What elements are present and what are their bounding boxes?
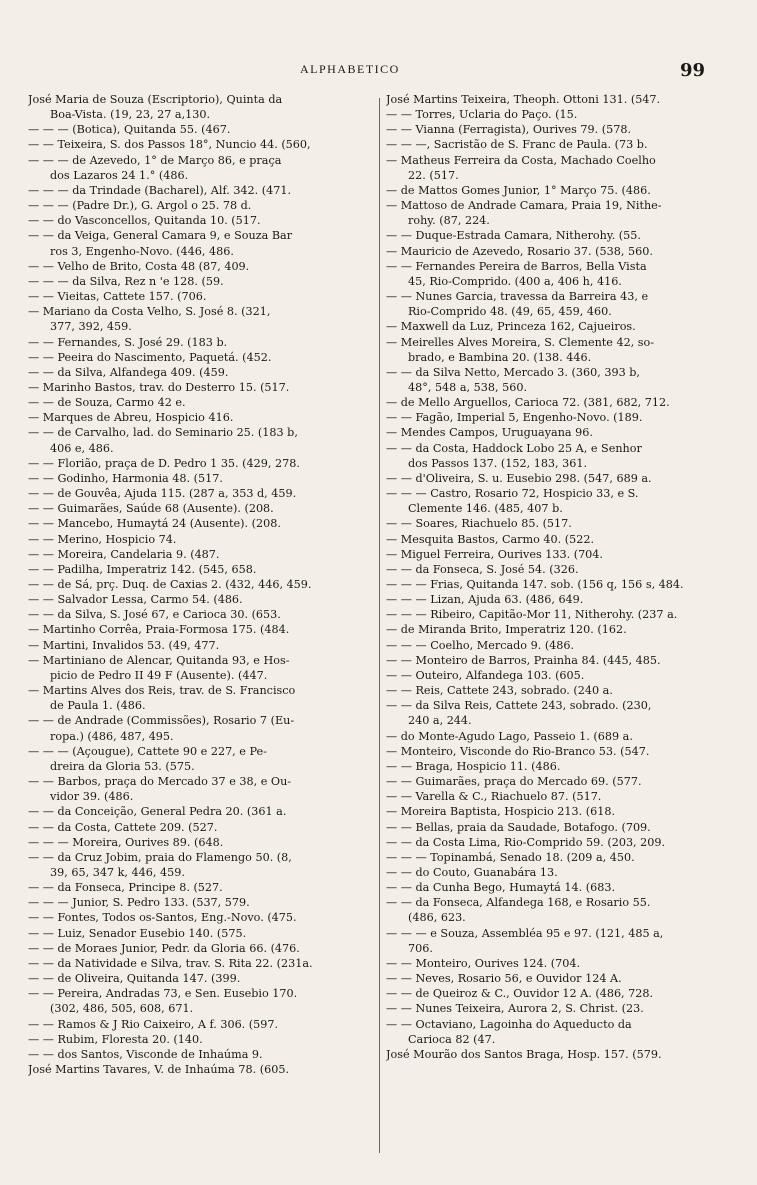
entry-continuation-line: 240 a, 244. [408,714,472,728]
directory-entry-line: — Martinho Corrêa, Praia-Formosa 175. (484. [28,623,290,637]
directory-entry-line: — — de Oliveira, Quitanda 147. (399. [28,972,241,986]
directory-entry-line: — — Teixeira, S. dos Passos 18°, Nuncio 44. (560, [28,138,311,152]
directory-entry-line: — — Varella & C., Riachuelo 87. (517. [386,790,602,804]
directory-entry-line: — Mattoso de Andrade Camara, Praia 19, Nithe- [386,199,662,213]
directory-entry-line: — — Vieitas, Cattete 157. (706. [28,290,207,304]
directory-entry-line: — — da Cunha Bego, Humaytá 14. (683. [386,881,616,895]
directory-entry-line: — — da Costa, Haddock Lobo 25 A, e Senhor [386,441,642,455]
entry-continuation-line: de Paula 1. (486. [50,699,146,713]
directory-entry-line: — — Pereira, Andradas 73, e Sen. Eusebio 170. [28,987,298,1001]
directory-entry-line: — — Duque-Estrada Camara, Nitherohy. (55. [386,229,641,243]
directory-entry-line: — — da Conceição, General Pedra 20. (361 a. [28,805,287,819]
directory-entry-line: — — — (Padre Dr.), G. Argol o 25. 78 d. [28,199,252,213]
directory-entry-line: — — Monteiro de Barros, Prainha 84. (445, 485. [386,653,661,667]
directory-entry-line: — — Vianna (Ferragista), Ourives 79. (578. [386,123,632,137]
entry-continuation-line: 706. [408,941,433,955]
directory-entry-line: — Mauricio de Azevedo, Rosario 37. (538, 560. [386,244,653,258]
directory-entry-line: — Monteiro, Visconde do Rio-Branco 53. (547. [386,744,650,758]
page-header [0,60,757,82]
directory-entry-line: — Maxwell da Luz, Princeza 162, Cajueiros. [386,320,636,334]
directory-entry-line: — — de Carvalho, lad. do Seminario 25. (183 b, [28,426,298,440]
directory-entry-line: — — — Ribeiro, Capitão-Mor 11, Nitherohy. (237 a. [386,608,678,622]
entry-continuation-line: brado, e Bambina 20. (138. 446. [408,350,592,364]
directory-entry-line: — — de Sá, prç. Duq. de Caxias 2. (432, 446, 459. [28,578,312,591]
directory-entry-line: — — Velho de Brito, Costa 48 (87, 409. [28,259,250,273]
directory-entry-line: — — Braga, Hospicio 11. (486. [386,759,561,773]
directory-entry-line: — — — Moreira, Ourives 89. (648. [28,835,224,849]
directory-entry-line: José Mourão dos Santos Braga, Hosp. 157. (579. [386,1047,662,1061]
entry-continuation-line: 45, Rio-Comprido. (400 a, 406 h, 416. [408,274,622,288]
entry-continuation-line: (486, 623. [408,911,466,925]
directory-entry-line: — — Peeira do Nascimento, Paquetá. (452. [28,350,272,364]
directory-entry-line: — — Monteiro, Ourives 124. (704. [386,956,581,970]
left-column [28,92,376,1077]
directory-entry-line: — Mesquita Bastos, Carmo 40. (522. [386,532,595,546]
directory-entry-line: — — Guimarães, Saúde 68 (Ausente). (208. [28,502,274,516]
directory-entry-line: — — da Fonseca, Principe 8. (527. [28,881,223,895]
entry-continuation-line: 22. (517. [408,168,459,182]
directory-entry-line: — — Mancebo, Humaytá 24 (Ausente). (208. [28,517,281,531]
entry-continuation-line: dos Lazaros 24 1.° (486. [50,168,189,182]
directory-entry-line: — — dos Santos, Visconde de Inhaúma 9. [28,1047,263,1061]
directory-entry-line: — — Fernandes, S. José 29. (183 b. [28,335,228,349]
column-divider [379,98,380,1153]
entry-continuation-line: ropa.) (486, 487, 495. [50,729,174,743]
directory-entry-line: — Martins Alves dos Reis, trav. de S. Francisco [28,684,296,698]
directory-entry-line: — — Guimarães, praça do Mercado 69. (577. [386,775,642,789]
directory-entry-line: — — Barbos, praça do Mercado 37 e 38, e Ou- [28,775,292,789]
directory-entry-line: — — Merino, Hospicio 74. [28,532,177,546]
entry-continuation-line: dreira da Gloria 53. (575. [50,759,195,773]
directory-entry-line: — — Nunes Teixeira, Aurora 2, S. Christ. (23. [386,1002,644,1016]
running-title: ALPHABETICO [300,62,400,76]
directory-entry-line: — — Bellas, praia da Saudade, Botafogo. (709. [386,820,651,834]
directory-entry-line: — — d'Oliveira, S. u. Eusebio 298. (547, 689 a. [386,471,652,485]
directory-entry-line: — — — da Silva, Rez n 'e 128. (59. [28,274,224,288]
directory-entry-line: — — Luiz, Senador Eusebio 140. (575. [28,926,247,940]
entry-continuation-line: Rio-Comprido 48. (49, 65, 459, 460. [408,305,612,319]
right-column [386,92,734,1062]
directory-entry-line: — — Neves, Rosario 56, e Ouvidor 124 A. [386,972,622,986]
directory-entry-line: — — — e Souza, Assembléa 95 e 97. (121, 485 a, [386,926,664,940]
entry-continuation-line: dos Passos 137. (152, 183, 361. [408,456,588,470]
directory-entry-line: — — — Frias, Quitanda 147. sob. (156 q, 156 s, 484. [386,578,684,591]
directory-entry-line: — — da Costa Lima, Rio-Comprido 59. (203, 209. [386,835,666,849]
directory-entry-line: — — da Silva Netto, Mercado 3. (360, 393 b, [386,365,640,379]
entry-continuation-line: 406 e, 486. [50,441,114,455]
directory-entry-line: — Marinho Bastos, trav. do Desterro 15. (517. [28,380,290,394]
directory-entry-line: — Marques de Abreu, Hospicio 416. [28,411,234,425]
entry-continuation-line: Carioca 82 (47. [408,1032,496,1046]
directory-entry-line: José Maria de Souza (Escriptorio), Quinta da [28,93,283,106]
directory-entry-line: — Moreira Baptista, Hospicio 213. (618. [386,805,616,819]
directory-entry-line: — de Mattos Gomes Junior, 1° Março 75. (486. [386,183,651,197]
directory-entry-line: — — da Silva Reis, Cattete 243, sobrado. (230, [386,699,652,713]
directory-entry-line: — — — Castro, Rosario 72, Hospicio 33, e S. [386,487,639,501]
directory-entry-line: — — de Moraes Junior, Pedr. da Gloria 66. (476. [28,941,300,955]
directory-entry-line: — — do Vasconcellos, Quitanda 10. (517. [28,214,261,228]
directory-entry-line: — Miguel Ferreira, Ourives 133. (704. [386,547,603,561]
directory-entry-line: José Martins Tavares, V. de Inhaúma 78. (605. [28,1063,289,1076]
directory-entry-line: — — Reis, Cattete 243, sobrado. (240 a. [386,684,613,698]
directory-entry-line: — do Monte-Agudo Lago, Passeio 1. (689 a. [386,729,633,743]
directory-entry-line: — — —, Sacristão de S. Franc de Paula. (73 b. [386,138,648,152]
entry-continuation-line: ros 3, Engenho-Novo. (446, 486. [50,244,234,258]
directory-entry-line: — — — da Trindade (Bacharel), Alf. 342. (471. [28,183,292,197]
directory-entry-line: — — da Cruz Jobim, praia do Flamengo 50. (8, [28,850,292,864]
directory-entry-line: — — — (Açougue), Cattete 90 e 227, e Pe- [28,744,267,758]
directory-entry-line: — — Fernandes Pereira de Barros, Bella Vista [386,259,647,273]
entry-continuation-line: rohy. (87, 224. [408,214,490,228]
directory-entry-line: — Matheus Ferreira da Costa, Machado Coelho [386,153,656,167]
directory-entry-line: — — Ramos & J Rio Caixeiro, A f. 306. (597. [28,1017,279,1031]
directory-entry-line: — — do Couto, Guanabára 13. [386,865,558,879]
directory-entry-line: — — — de Azevedo, 1° de Março 86, e praça [28,153,282,167]
directory-entry-line: — — de Queiroz & C., Ouvidor 12 A. (486, 728. [386,987,654,1001]
directory-entry-line: — de Miranda Brito, Imperatriz 120. (162. [386,623,627,637]
directory-entry-line: — — da Veiga, General Camara 9, e Souza Bar [28,229,293,243]
directory-entry-line: — — da Silva, Alfandega 409. (459. [28,365,229,379]
directory-entry-line: — — Godinho, Harmonia 48. (517. [28,471,223,485]
directory-entry-line: — — Octaviano, Lagoinha do Aqueducto da [386,1017,632,1031]
page-number: 99 [680,60,706,81]
directory-entry-line: — — — (Botica), Quitanda 55. (467. [28,123,231,137]
entry-continuation-line: 377, 392, 459. [50,320,132,334]
directory-entry-line: — — — Coelho, Mercado 9. (486. [386,638,575,652]
directory-entry-line: — — Torres, Uclaria do Paço. (15. [386,108,578,122]
directory-entry-line: — — da Silva, S. José 67, e Carioca 30. (653. [28,608,281,622]
directory-entry-line: — Mariano da Costa Velho, S. José 8. (321, [28,305,271,319]
directory-entry-line: — — Rubim, Floresta 20. (140. [28,1032,203,1046]
directory-entry-line: — — — Junior, S. Pedro 133. (537, 579. [28,896,250,910]
directory-entry-line: — Mendes Campos, Uruguayana 96. [386,426,593,440]
entry-continuation-line: vidor 39. (486. [50,790,134,804]
directory-entry-line: — — de Souza, Carmo 42 e. [28,396,186,410]
entry-continuation-line: picio de Pedro II 49 F (Ausente). (447. [50,668,268,682]
directory-entry-line: — Martini, Invalidos 53. (49, 477. [28,638,220,652]
directory-entry-line: — — Fontes, Todos os-Santos, Eng.-Novo. (475. [28,911,297,925]
directory-entry-line: — — da Natividade e Silva, trav. S. Rita 22. (231a. [28,956,313,970]
directory-entry-line: — — Fagão, Imperial 5, Engenho-Novo. (189. [386,411,643,425]
entry-continuation-line: Boa-Vista. (19, 23, 27 a,130. [50,108,211,122]
directory-entry-line: José Martins Teixeira, Theoph. Ottoni 131. (547. [386,93,661,106]
directory-entry-line: — — — Topinambá, Senado 18. (209 a, 450. [386,850,635,864]
directory-entry-line: — — Salvador Lessa, Carmo 54. (486. [28,593,243,607]
directory-entry-line: — — Soares, Riachuelo 85. (517. [386,517,572,531]
directory-entry-line: — — de Andrade (Commissões), Rosario 7 (Eu- [28,714,295,728]
directory-entry-line: — — Outeiro, Alfandega 103. (605. [386,668,585,682]
entry-continuation-line: Clemente 146. (485, 407 b. [408,502,563,516]
entry-continuation-line: 48°, 548 a, 538, 560. [408,380,528,394]
directory-entry-line: — — da Fonseca, Alfandega 168, e Rosario 55. [386,896,651,910]
directory-entry-line: — — Florião, praça de D. Pedro 1 35. (429, 278. [28,456,300,470]
directory-entry-line: — — Moreira, Candelaria 9. (487. [28,547,220,561]
directory-entry-line: — de Mello Arguellos, Carioca 72. (381, 682, 712. [386,396,670,410]
directory-entry-line: — — — Lizan, Ajuda 63. (486, 649. [386,593,584,607]
entry-continuation-line: (302, 486, 505, 608, 671. [50,1002,194,1016]
directory-entry-line: — — da Costa, Cattete 209. (527. [28,820,218,834]
entry-continuation-line: 39, 65, 347 k, 446, 459. [50,865,185,879]
directory-entry-line: — — Nunes Garcia, travessa da Barreira 43, e [386,290,649,304]
directory-entry-line: — — da Fonseca, S. José 54. (326. [386,562,579,576]
directory-entry-line: — Meirelles Alves Moreira, S. Clemente 42, so- [386,335,655,349]
directory-entry-line: — — de Gouvêa, Ajuda 115. (287 a, 353 d, 459. [28,487,297,501]
directory-entry-line: — Martiniano de Alencar, Quitanda 93, e Hos- [28,653,290,667]
directory-entry-line: — — Padilha, Imperatriz 142. (545, 658. [28,562,257,576]
